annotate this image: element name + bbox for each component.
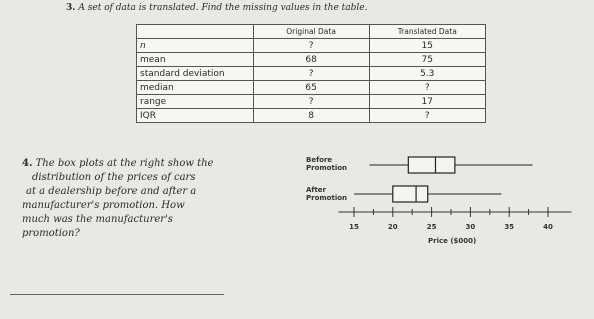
question-4-line: at a dealership before and after a — [26, 186, 197, 197]
x-tick-label: 20 — [387, 223, 398, 231]
cell-original: 68 — [253, 53, 369, 67]
x-tick-label: 35 — [504, 223, 515, 231]
question-4-line: much was the manufacturer's — [22, 214, 173, 225]
header-original: Original Data — [253, 25, 369, 39]
x-tick-label: 30 — [465, 223, 476, 231]
row-label-standard-deviation: standard deviation — [137, 67, 254, 81]
cell-translated: ? — [369, 109, 486, 123]
question-4-line: distribution of the prices of cars — [32, 172, 196, 183]
box-iqr — [393, 186, 428, 202]
cell-original: ? — [253, 39, 369, 53]
cell-original: 8 — [253, 109, 369, 123]
cell-original: ? — [253, 95, 369, 109]
row-label-mean: mean — [137, 53, 254, 67]
cell-translated: ? — [369, 81, 486, 95]
before-promotion-label: Before Promotion — [306, 156, 348, 172]
row-label-range: range — [137, 95, 254, 109]
x-tick-label: 40 — [543, 223, 553, 231]
after-promotion-label: After Promotion — [306, 186, 348, 202]
x-tick-label: 15 — [349, 223, 359, 231]
header-translated: Translated Data — [369, 25, 486, 39]
question-4-line: promotion? — [22, 228, 80, 239]
question-3-text: A set of data is translated. Find the missing values in the table. — [78, 3, 368, 13]
cell-translated: 17 — [369, 95, 486, 109]
x-tick-label: 25 — [426, 223, 437, 231]
question-4-line: 4. The box plots at the right show the — [22, 158, 214, 169]
cell-translated: 75 — [369, 53, 486, 67]
box-iqr — [408, 157, 455, 173]
cell-original: ? — [253, 67, 369, 81]
question-3-number: 3. — [66, 3, 76, 13]
cell-original: 65 — [253, 81, 369, 95]
row-label-iqr: IQR — [137, 109, 254, 123]
row-label-n: n — [137, 39, 254, 53]
cell-translated: 15 — [369, 39, 486, 53]
question-4-line: manufacturer's promotion. How — [22, 200, 185, 211]
row-label-median: median — [137, 81, 254, 95]
x-axis-title: Price ($000) — [428, 237, 477, 245]
question-4-number: 4. — [22, 158, 33, 169]
cell-translated: 5.3 — [369, 67, 486, 81]
